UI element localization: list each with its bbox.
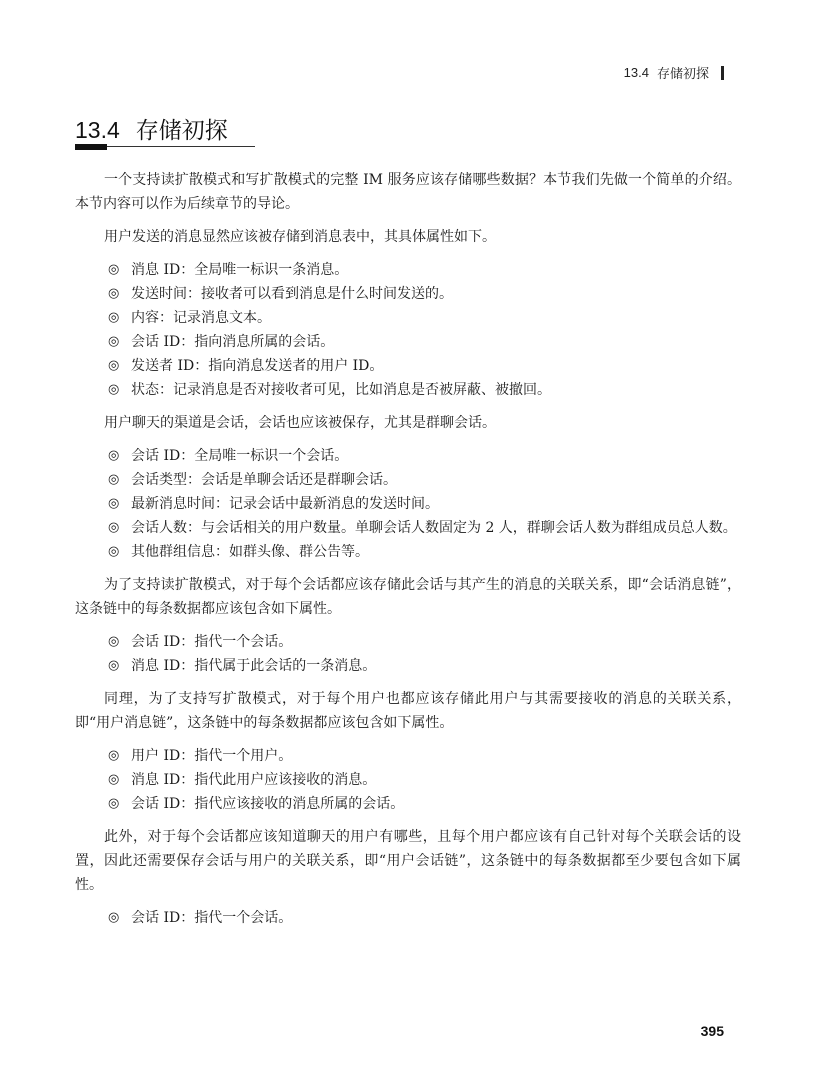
body-text	[75, 168, 741, 939]
bullet-list	[75, 444, 741, 564]
paragraph: 用户发送的消息显然应该被存储到消息表中，其具体属性如下。	[104, 229, 496, 245]
header-bar-divider	[721, 66, 724, 80]
double-circle-bullet-icon: ◎	[108, 358, 120, 373]
heading-underline-accent	[75, 144, 107, 150]
list-item	[75, 630, 741, 654]
list-item-text: 用户 ID：指代一个用户。	[131, 748, 293, 764]
list-item-text: 内容：记录消息文本。	[131, 310, 271, 326]
section-number: 13.4	[75, 117, 120, 143]
list-item	[75, 540, 741, 564]
list-item	[75, 378, 741, 402]
double-circle-bullet-icon: ◎	[108, 448, 120, 463]
section-heading	[75, 112, 228, 145]
list-item-text: 消息 ID：全局唯一标识一条消息。	[131, 262, 349, 278]
list-item	[75, 654, 741, 678]
list-item-text: 会话 ID：指代一个会话。	[131, 910, 293, 926]
list-item	[75, 444, 741, 468]
paragraph: 此外，对于每个会话都应该知道聊天的用户有哪些，且每个用户都应该有自己针对每个关联会话的设置，因此还需要保存会话与用户的关联关系，即“用户会话链”，这条链中的每条数据都至少要包含如下属性。	[75, 829, 741, 893]
double-circle-bullet-icon: ◎	[108, 544, 120, 559]
bullet-list	[75, 744, 741, 816]
double-circle-bullet-icon: ◎	[108, 634, 120, 649]
list-item-text: 最新消息时间：记录会话中最新消息的发送时间。	[131, 496, 439, 512]
list-item-text: 其他群组信息：如群头像、群公告等。	[131, 544, 369, 560]
list-item-text: 状态：记录消息是否对接收者可见，比如消息是否被屏蔽、被撤回。	[131, 382, 551, 398]
list-item	[75, 516, 741, 540]
list-item-text: 消息 ID：指代此用户应该接收的消息。	[131, 772, 377, 788]
double-circle-bullet-icon: ◎	[108, 748, 120, 763]
paragraph: 为了支持读扩散模式，对于每个会话都应该存储此会话与其产生的消息的关联关系，即“会话消息链”，这条链中的每条数据都应该包含如下属性。	[75, 577, 741, 617]
bullet-list	[75, 258, 741, 402]
double-circle-bullet-icon: ◎	[108, 910, 120, 925]
paragraph: 用户聊天的渠道是会话，会话也应该被保存，尤其是群聊会话。	[104, 415, 496, 431]
page-number: 395	[700, 1023, 724, 1039]
double-circle-bullet-icon: ◎	[108, 286, 120, 301]
double-circle-bullet-icon: ◎	[108, 772, 120, 787]
list-item	[75, 258, 741, 282]
list-item	[75, 744, 741, 768]
list-item	[75, 492, 741, 516]
list-item	[75, 282, 741, 306]
list-item	[75, 792, 741, 816]
running-header-section: 13.4	[623, 65, 649, 80]
bullet-list	[75, 630, 741, 678]
double-circle-bullet-icon: ◎	[108, 382, 120, 397]
list-item	[75, 768, 741, 792]
list-item	[75, 906, 741, 930]
list-item	[75, 354, 741, 378]
double-circle-bullet-icon: ◎	[108, 520, 120, 535]
list-item-text: 消息 ID：指代属于此会话的一条消息。	[131, 658, 377, 674]
bullet-list	[75, 906, 741, 930]
list-item-text: 会话 ID：指代应该接收的消息所属的会话。	[131, 796, 405, 812]
double-circle-bullet-icon: ◎	[108, 310, 120, 325]
list-item-text: 会话类型：会话是单聊会话还是群聊会话。	[131, 472, 397, 488]
double-circle-bullet-icon: ◎	[108, 796, 120, 811]
list-item	[75, 468, 741, 492]
list-item-text: 会话 ID：指代一个会话。	[131, 634, 293, 650]
list-item-text: 会话人数：与会话相关的用户数量。单聊会话人数固定为 2 人，群聊会话人数为群组成员总人数。	[131, 520, 737, 536]
double-circle-bullet-icon: ◎	[108, 334, 120, 349]
double-circle-bullet-icon: ◎	[108, 496, 120, 511]
list-item-text: 会话 ID：指向消息所属的会话。	[131, 334, 335, 350]
list-item-text: 发送者 ID：指向消息发送者的用户 ID。	[131, 358, 384, 374]
list-item	[75, 330, 741, 354]
paragraph: 同理，为了支持写扩散模式，对于每个用户也都应该存储此用户与其需要接收的消息的关联关系，即“用户消息链”，这条链中的每条数据都应该包含如下属性。	[75, 691, 741, 731]
list-item	[75, 306, 741, 330]
running-header-title: 存储初探	[656, 66, 709, 81]
section-title: 存储初探	[135, 117, 228, 143]
double-circle-bullet-icon: ◎	[108, 262, 120, 277]
list-item-text: 会话 ID：全局唯一标识一个会话。	[131, 448, 349, 464]
double-circle-bullet-icon: ◎	[108, 658, 120, 673]
double-circle-bullet-icon: ◎	[108, 472, 120, 487]
paragraph: 一个支持读扩散模式和写扩散模式的完整 IM 服务应该存储哪些数据？本节我们先做一个简单的介绍。本节内容可以作为后续章节的导论。	[75, 172, 741, 212]
list-item-text: 发送时间：接收者可以看到消息是什么时间发送的。	[131, 286, 453, 302]
running-header	[624, 63, 724, 82]
